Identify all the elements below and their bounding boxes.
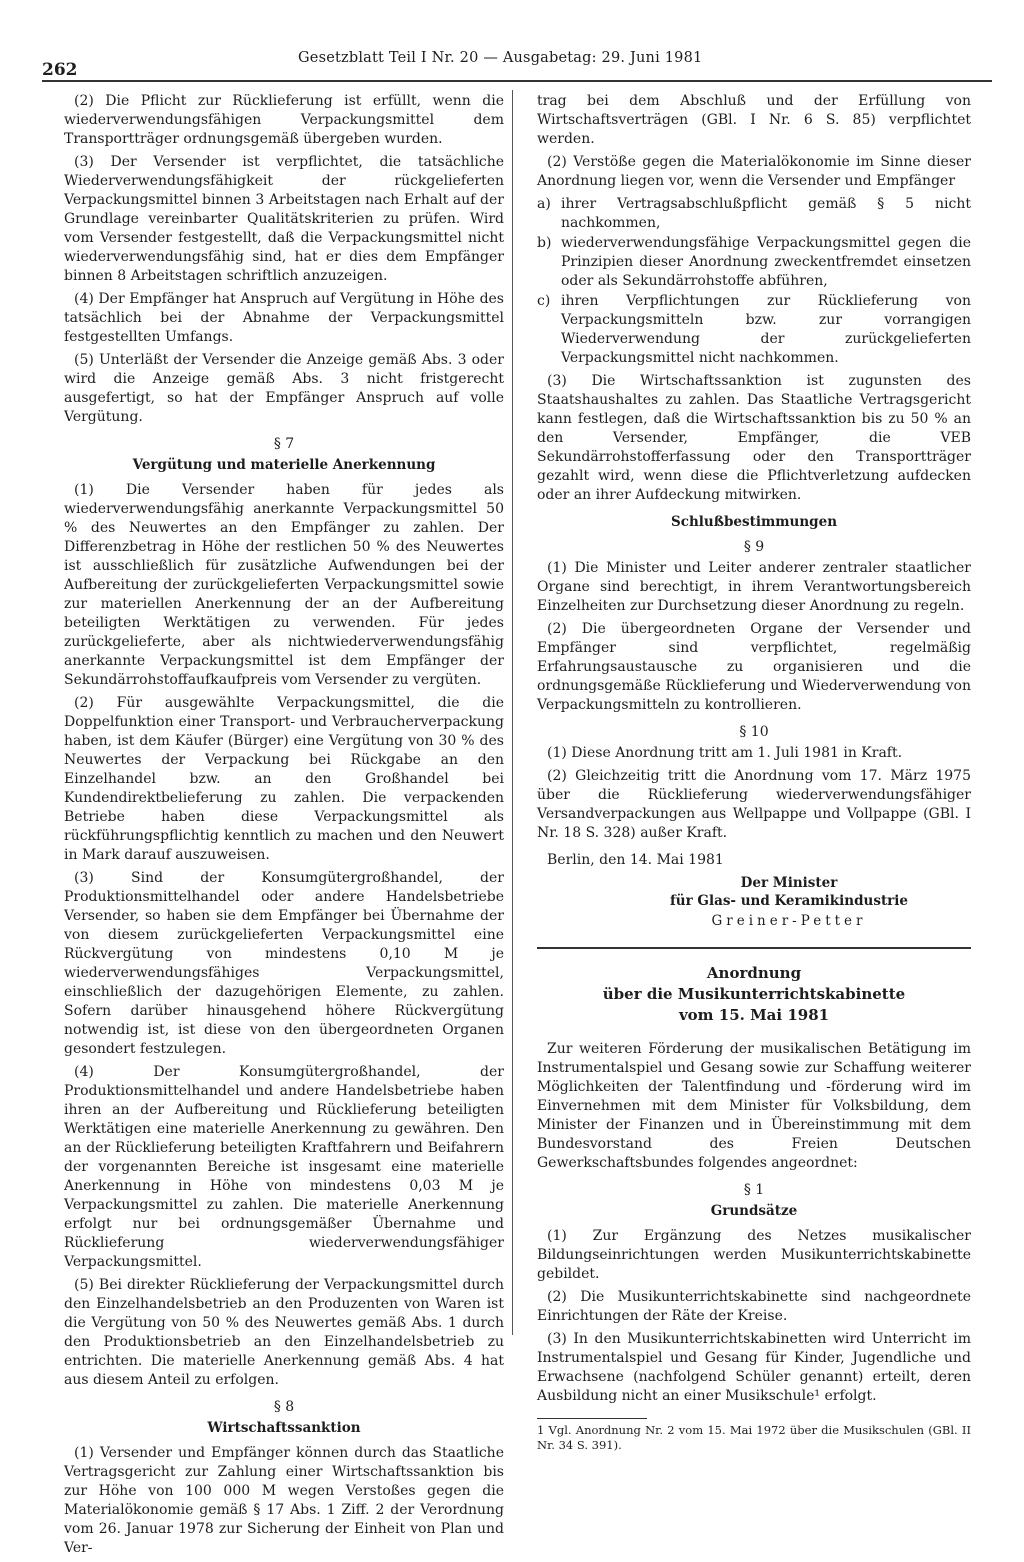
paragraph-8-3: (3) Die Wirtschaftssanktion ist zugunsten des Staatshaushaltes zu zahlen. Das Staatliche Vertragsgericht kann festlegen, daß die Wirtschaftssanktion bis zu 50 % an den Versender, Empfänger, die VEB Sekundärrohstofferfassung oder den Transportträger gezahlt wird, wenn diese die Pflichtverletzung aufdecken oder an ihrer Aufdeckung mitwirken. xyxy=(537,373,971,503)
new-document-title-1: Anordnung xyxy=(706,964,802,982)
preamble: Zur weiteren Förderung der musikalischen Betätigung im Instrumentalspiel und Gesang sowie zur Schaffung weiterer Möglichkeiten der Talentfindung und -förderung wird im Einvernehmen mit dem Minister für Volksbildung, dem Minister der Finanzen und in Übereinstimmung mit dem Bundesvorstand des Freien Deutschen Gewerkschaftsbundes folgendes angeordnet: xyxy=(537,1041,971,1171)
list-item-label: a) xyxy=(537,196,551,212)
paragraph-7-1: (1) Die Versender haben für jedes als wiederverwendungsfähig anerkannte Verpackungsmittel 50 % des Neuwertes an den Empfänger zu zahlen. Der Differenzbetrag in Höhe der restlichen 50 % des Neuwertes ist ausschließlich für zusätzliche Aufwendungen bei der Aufbereitung der zurückgelieferten Verpackungsmittel sowie zur materiellen Anerkennung der an der Aufbereitung beteiligten Werktätigen zu verwenden. Für jedes zurückgelieferte, aber als nichtwiederverwendungsfähig anerkannte Verpackungsmittel ist dem Empfänger der Sekundärrohstoffaufkaufpreis vom Versender zu vergüten. xyxy=(64,482,504,688)
section-7-number: § 7 xyxy=(273,436,295,452)
signer-title-line-1: Der Minister xyxy=(740,875,838,891)
paragraph-6-5: (5) Unterläßt der Versender die Anzeige gemäß Abs. 3 oder wird die Anzeige gemäß Abs. 3 nicht fristgerecht ausgefertigt, so hat der Empfänger Anspruch auf volle Vergütung. xyxy=(64,352,504,425)
paragraph-8-1: (1) Versender und Empfänger können durch das Staatliche Vertragsgericht zur Zahlung einer Wirtschaftssanktion bis zur Höhe von 100 000 M wegen Verstoßes gegen die Materialökonomie gemäß § 17 Abs. 1 Ziff. 2 der Verordnung vom 26. Januar 1978 zur Sicherung der Einheit von Plan und Ver- xyxy=(64,1445,504,1556)
left-column xyxy=(64,92,504,1562)
list-item-label: c) xyxy=(537,293,551,309)
paragraph-7-2: (2) Für ausgewählte Verpackungsmittel, die die Doppelfunktion einer Transport- und Verbraucherverpackung haben, ist dem Käufer (Bürger) eine Vergütung von 30 % des Neuwertes der Verpackung bei Rückgabe an den Einzelhandel bzw. an den Großhandel bei Kundendirektbelieferung zu zahlen. Die verpackenden Betriebe haben diese Verpackungsmittel als rückführungspflichtig kenntlich zu machen und den Neuwert in Mark darauf auszuweisen. xyxy=(64,695,504,863)
signature-block xyxy=(607,874,971,931)
paragraph-9-2: (2) Die übergeordneten Organe der Versender und Empfänger sind verpflichtet, regelmäßig Erfahrungsaustausche zu organisieren und die ordnungsgemäße Rücklieferung und Wiederverwendung von Verpackungsmitteln zu kontrollieren. xyxy=(537,621,971,713)
paragraph-10-1: (1) Diese Anordnung tritt am 1. Juli 1981 in Kraft. xyxy=(547,745,903,761)
column-divider xyxy=(512,90,513,1335)
paragraph-1-3: (3) In den Musikunterrichtskabinetten wird Unterricht im Instrumentalspiel und Gesang für Kinder, Jugendliche und Erwachsene (nachfolgend Schüler genannt) erteilt, deren Ausbildung nicht an einer Musikschule¹ erfolgt. xyxy=(537,1331,971,1404)
list-item-text: wiederverwendungsfähige Verpackungsmittel gegen die Prinzipien dieser Anordnung zweckentfremdet einsetzen oder als Sekundärrohstoffe abführen, xyxy=(561,235,971,289)
running-title: Gesetzblatt Teil I Nr. 20 — Ausgabetag: 29. Juni 1981 xyxy=(298,50,703,66)
paragraph-6-3: (3) Der Versender ist verpflichtet, die tatsächliche Wiederverwendungsfähigkeit der rückgelieferten Verpackungsmittel binnen 3 Arbeitstagen nach Erhalt auf der Grundlage vereinbarter Qualitätskriterien zu prüfen. Wird vom Versender festgestellt, daß die Verpackungsmittel nicht wiederverwendungsfähig sind, hat er dies dem Empfänger binnen 8 Arbeitstagen schriftlich anzuzeigen. xyxy=(64,154,504,284)
document-separator xyxy=(537,947,971,949)
new-document-title-3: vom 15. Mai 1981 xyxy=(678,1006,830,1024)
paragraph-7-4: (4) Der Konsumgütergroßhandel, der Produktionsmittelhandel und andere Handelsbetriebe haben ihren an der Aufbereitung und Rücklieferung beteiligten Werktätigen eine materielle Anerkennung zu gewähren. Den an der Rücklieferung beteiligten Kraftfahrern und Beifahrern der vorgenannten Bereiche ist insgesamt eine materielle Anerkennung in Höhe von mindestens 0,03 M je Verpackungsmittel zu zahlen. Die materielle Anerkennung erfolgt nur bei ordnungsgemäßer Übernahme und Rücklieferung wiederverwendungsfähiger Verpackungsmittel. xyxy=(64,1064,504,1270)
list-item xyxy=(537,292,971,368)
section-1-title: Grundsätze xyxy=(710,1203,798,1219)
closing-provisions-title: Schlußbestimmungen xyxy=(670,514,838,530)
paragraph-9-1: (1) Die Minister und Leiter anderer zentraler staatlicher Organe sind berechtigt, in ihrem Verantwortungsbereich Einzelheiten zur Durchsetzung dieser Anordnung zu regeln. xyxy=(537,560,971,614)
footnote-rule xyxy=(537,1418,647,1419)
list-item-label: b) xyxy=(537,235,552,251)
paragraph-7-5: (5) Bei direkter Rücklieferung der Verpackungsmittel durch den Einzelhandelsbetrieb an den Produzenten von Waren ist die Vergütung von 50 % des Neuwertes gemäß Abs. 1 durch den Produktionsbetrieb an den Einzelhandelsbetrieb zu entrichten. Die materielle Anerkennung gemäß Abs. 4 hat aus diesem Anteil zu erfolgen. xyxy=(64,1277,504,1388)
page-number: 262 xyxy=(42,60,78,80)
paragraph-6-4: (4) Der Empfänger hat Anspruch auf Vergütung in Höhe des tatsächlich bei der Abnahme der Verpackungsmittel festgestellten Umfangs. xyxy=(64,291,504,345)
paragraph-1-1: (1) Zur Ergänzung des Netzes musikalischer Bildungseinrichtungen werden Musikunterrichtskabinette gebildet. xyxy=(537,1228,971,1282)
signer-title-line-2: für Glas- und Keramikindustrie xyxy=(669,893,909,909)
new-document-title-2: über die Musikunterrichtskabinette xyxy=(602,985,906,1003)
paragraph-8-2: (2) Verstöße gegen die Materialökonomie im Sinne dieser Anordnung liegen vor, wenn die Versender und Empfänger xyxy=(537,154,971,189)
footnote: 1 Vgl. Anordnung Nr. 2 vom 15. Mai 1972 über die Musikschulen (GBl. II Nr. 34 S. 391). xyxy=(537,1423,971,1452)
paragraph-7-3: (3) Sind der Konsumgütergroßhandel, der Produktionsmittelhandel oder andere Handelsbetriebe Versender, so haben sie dem Empfänger bei Übernahme der von diesem zurückgelieferten Verpackungsmittel eine Rückvergütung von mindestens 0,10 M je wiederverwendungsfähiges Verpackungsmittel, einschließlich der dazugehörigen Elemente, zu zahlen. Sofern darüber hinausgehend höhere Rückvergütung notwendig ist, ist diese von den übergeordneten Organen gesondert festzulegen. xyxy=(64,870,504,1057)
section-7-title: Vergütung und materielle Anerkennung xyxy=(132,457,436,473)
place-date: Berlin, den 14. Mai 1981 xyxy=(547,852,724,868)
section-9-number: § 9 xyxy=(743,539,765,555)
list-item-text: ihrer Vertragsabschlußpflicht gemäß § 5 nicht nachkommen, xyxy=(561,196,971,231)
list-item xyxy=(537,234,971,291)
paragraph-1-2: (2) Die Musikunterrichtskabinette sind nachgeordnete Einrichtungen der Räte der Kreise. xyxy=(537,1289,971,1324)
list-item-text: ihren Verpflichtungen zur Rücklieferung von Verpackungsmitteln bzw. zur vorrangigen Wiederverwendung der zurückgelieferten Verpackungsmittel nicht nachkommen. xyxy=(561,293,971,366)
signer-name: Greiner-Petter xyxy=(711,913,867,929)
section-8-title: Wirtschaftssanktion xyxy=(207,1420,361,1436)
header-rule xyxy=(42,80,992,82)
section-1-number: § 1 xyxy=(743,1182,765,1198)
section-10-number: § 10 xyxy=(739,724,769,740)
paragraph-6-2: (2) Die Pflicht zur Rücklieferung ist erfüllt, wenn die wiederverwendungsfähigen Verpackungsmittel dem Transportträger ordnungsgemäß übergeben wurden. xyxy=(64,93,504,147)
right-column xyxy=(537,92,971,1453)
paragraph-8-1-continued: trag bei dem Abschluß und der Erfüllung von Wirtschaftsverträgen (GBl. I Nr. 6 S. 85) verpflichtet werden. xyxy=(537,93,971,147)
violations-list xyxy=(537,195,971,368)
section-8-number: § 8 xyxy=(273,1399,295,1415)
list-item xyxy=(537,195,971,233)
paragraph-10-2: (2) Gleichzeitig tritt die Anordnung vom 17. März 1975 über die Rücklieferung wiederverwendungsfähiger Versandverpackungen aus Wellpappe und Vollpappe (GBl. I Nr. 18 S. 328) außer Kraft. xyxy=(537,768,971,841)
